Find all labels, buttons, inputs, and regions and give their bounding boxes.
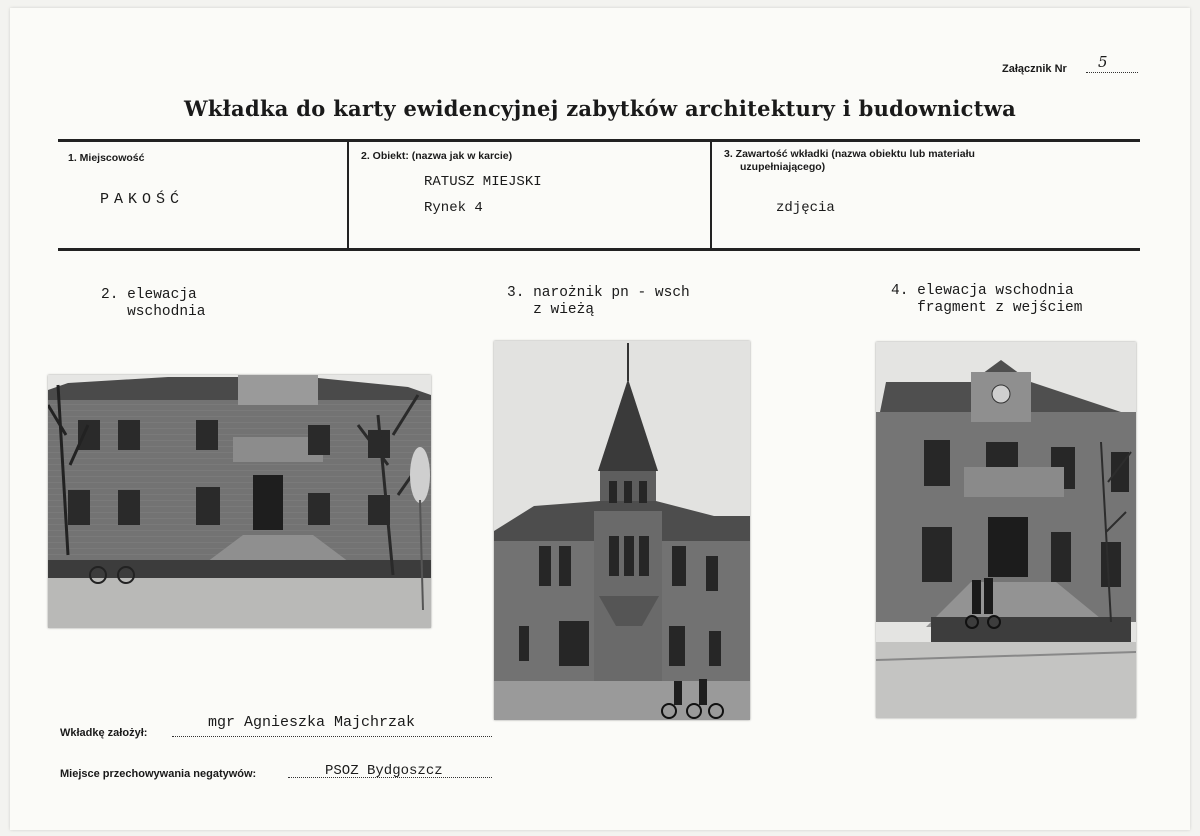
attachment-dotline <box>1086 72 1138 73</box>
place-value: PAKOŚĆ <box>100 191 185 208</box>
photo-2-caption-1: 3. narożnik pn - wsch <box>507 285 690 301</box>
photo-corner-tower <box>494 341 750 720</box>
created-by-value: mgr Agnieszka Majchrzak <box>208 714 416 731</box>
attachment-label: Załącznik Nr <box>1002 63 1067 75</box>
created-by-label: Wkładkę założył: <box>60 727 148 739</box>
contents-value: zdjęcia <box>776 200 835 216</box>
photo-3-caption-1: 4. elewacja wschodnia <box>891 283 1074 299</box>
photo-east-elevation <box>48 375 431 628</box>
photo-3-caption-2: fragment z wejściem <box>891 300 1083 316</box>
attachment-number: 5 <box>1098 53 1108 71</box>
object-value-address: Rynek 4 <box>424 200 483 216</box>
photo-1-caption-1: 2. elewacja <box>101 287 197 303</box>
grid-divider-1 <box>347 141 349 249</box>
grid-divider-2 <box>710 141 712 249</box>
page-title: Wkładka do karty ewidencyjnej zabytków architektury i budownictwa <box>183 96 1017 121</box>
place-label: 1. Miejscowość <box>68 152 145 164</box>
negatives-label: Miejsce przechowywania negatywów: <box>60 768 257 780</box>
grid-bottom-rule <box>58 248 1140 251</box>
photo-entrance-fragment <box>876 342 1136 718</box>
object-value-name: RATUSZ MIEJSKI <box>424 174 542 190</box>
photo-2-caption-2: z wieżą <box>507 302 595 318</box>
grid-top-rule <box>58 139 1140 142</box>
contents-label-1: 3. Zawartość wkładki (nazwa obiektu lub materiału <box>724 148 975 160</box>
photo-1-caption-2: wschodnia <box>101 304 206 320</box>
negatives-value: PSOZ Bydgoszcz <box>325 763 443 779</box>
object-label: 2. Obiekt: (nazwa jak w karcie) <box>361 150 513 162</box>
created-by-dotline <box>172 736 492 737</box>
contents-label-2: uzupełniającego) <box>740 161 826 173</box>
